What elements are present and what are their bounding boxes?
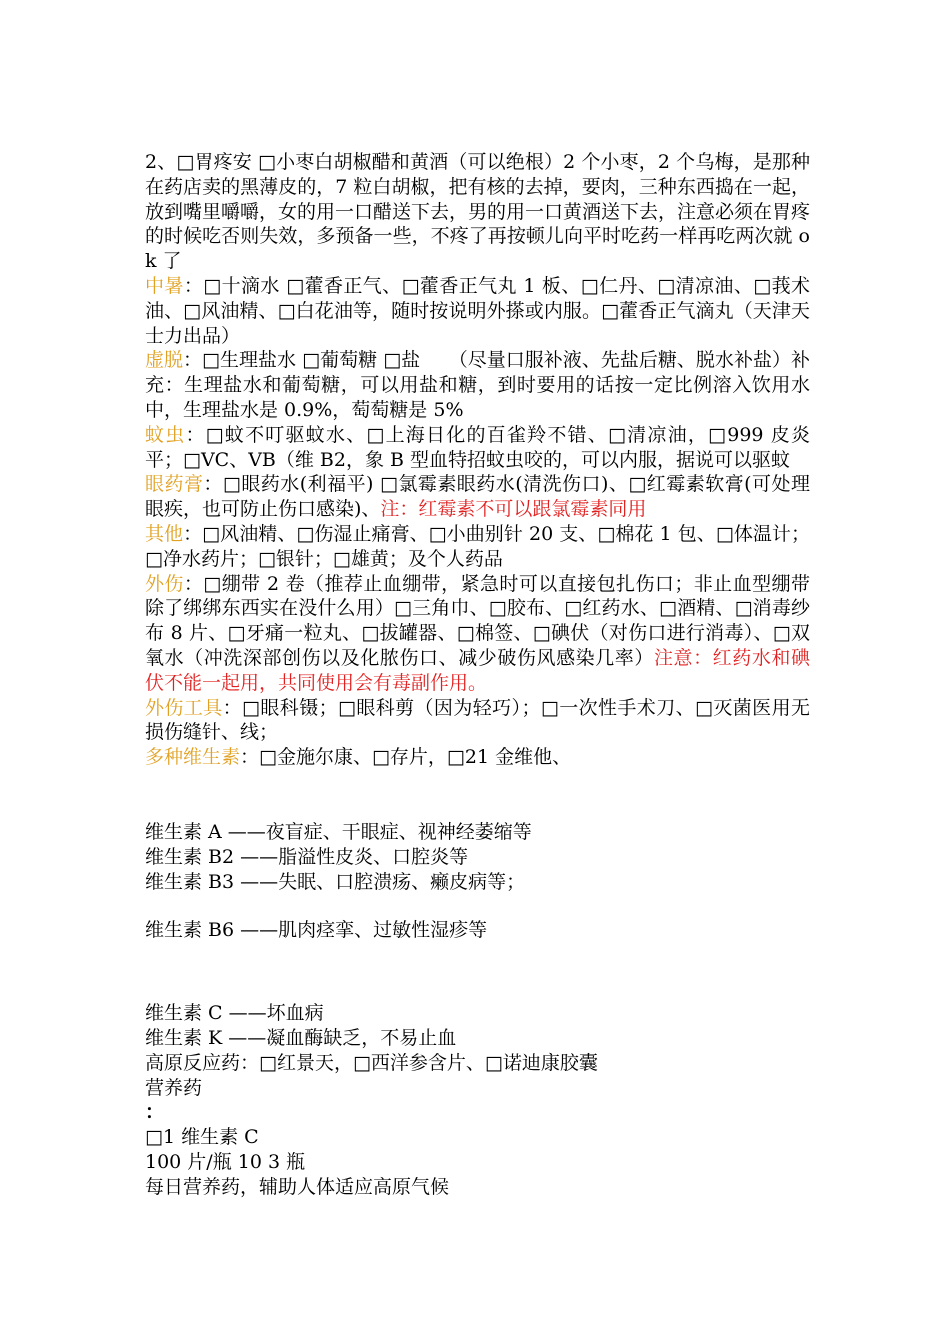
- mosquito-text: ：□蚊不叮驱蚊水、□上海日化的百雀羚不错、□清凉油，□999 皮炎平；□VC、VB（维 B2，象 B 型血特招蚊虫咬的，可以内服，据说可以驱蚊: [145, 423, 810, 471]
- multivitamin-text: ：□金施尔康、□存片，□21 金维他、: [240, 746, 572, 769]
- trauma-text: ：□绷带 2 卷（推荐止血绷带，紧急时可以直接包扎伤口；非止血型绷带除了绑绑东西实在没什么用）□三角巾、□胶布、□红药水、□酒精、□消毒纱布 8 片、□牙痛一粒丸、□拔罐器、□棉签、□碘伏（对伤口进行消毒）、□双氧水（冲洗深部创伤以及化脓伤口、减少破伤风感染几率）: [145, 572, 810, 669]
- collapse-text: ：□生理盐水 □葡萄糖 □盐 （尽量口服补液、先盐后糖、脱水补盐）补充：生理盐水和葡萄糖，可以用盐和糖，到时要用的话按一定比例溶入饮用水中，生理盐水是 0.9%，萄萄糖是 5%: [145, 349, 810, 421]
- mosquito-paragraph: [145, 423, 810, 473]
- mosquito-label: 蚊虫: [145, 423, 186, 446]
- heatstroke-label: 中暑: [145, 274, 184, 297]
- trauma-warning: 注意：红药水和碘伏不能一起用，共同使用会有毒副作用。: [145, 646, 810, 694]
- nutrition-description: 每日营养药，辅助人体适应高原气候: [145, 1175, 450, 1198]
- nutrition-colon: ：: [145, 1101, 165, 1124]
- stomach-remedy-text: 2、□胃疼安 □小枣白胡椒醋和黄酒（可以绝根）2 个小枣，2 个乌梅，是那种在药店卖的黑薄皮的，7 粒白胡椒，把有核的去掉，要肉，三种东西捣在一起，放到嘴里嚼嚼，女的用一口醋送下去，男的用一口黄酒送下去，注意必须在胃疼的时候吃否则失效，多预备一些，不疼了再按顿儿向平时吃药一样再吃两次就 ok 了: [145, 151, 811, 273]
- nutrition-spec: 100 片/瓶 10 3 瓶: [145, 1150, 306, 1173]
- heatstroke-paragraph: [145, 274, 810, 348]
- stomach-remedy-paragraph: [145, 150, 810, 274]
- collapse-label: 虚脱: [145, 349, 184, 372]
- vitamin-b3-line: 维生素 B3 ——失眠、口腔溃疡、癞皮病等；: [145, 870, 526, 893]
- eye-medicine-label: 眼药膏: [145, 473, 204, 496]
- eye-medicine-text: ：□眼药水(利福平) □氯霉素眼药水(清洗伤口)、□红霉素软膏(可处理眼疾，也可防止伤口感染)、: [145, 473, 810, 521]
- trauma-paragraph: [145, 572, 810, 696]
- vitamin-b6-line: 维生素 B6 ——肌肉痉挛、过敏性湿疹等: [145, 919, 488, 942]
- trauma-label: 外伤: [145, 572, 184, 595]
- altitude-medicine-line: 高原反应药：□红景天，□西洋参含片、□诺迪康胶囊: [145, 1051, 598, 1074]
- document-body: [145, 150, 810, 1199]
- vitamin-b2-line: 维生素 B2 ——脂溢性皮炎、口腔炎等: [145, 845, 469, 868]
- trauma-tools-paragraph: [145, 696, 810, 746]
- collapse-paragraph: [145, 348, 810, 422]
- nutrition-title: 营养药: [145, 1076, 203, 1099]
- vitamin-a-line: 维生素 A ——夜盲症、干眼症、视神经萎缩等: [145, 820, 532, 843]
- spacer: [145, 943, 810, 1001]
- spacer: [145, 770, 810, 820]
- multivitamin-paragraph: [145, 745, 810, 770]
- trauma-tools-text: ：□眼科镊；□眼科剪（因为轻巧）；□一次性手术刀、□灭菌医用无损伤缝针、线；: [145, 696, 810, 744]
- nutrition-item: □1 维生素 C: [145, 1126, 259, 1149]
- spacer: [145, 894, 810, 918]
- other-text: ：□风油精、□伤湿止痛膏、□小曲别针 20 支、□棉花 1 包、□体温计；□净水药片；□银针；□雄黄；及个人药品: [145, 522, 810, 570]
- other-label: 其他: [145, 522, 184, 545]
- trauma-tools-label: 外伤工具: [145, 696, 223, 719]
- vitamin-c-line: 维生素 C ——坏血病: [145, 1002, 324, 1025]
- vitamin-k-line: 维生素 K ——凝血酶缺乏，不易止血: [145, 1026, 457, 1049]
- eye-medicine-warning: 注：红霉素不可以跟氯霉素同用: [380, 498, 647, 521]
- heatstroke-text: ：□十滴水 □藿香正气、□藿香正气丸 1 板、□仁丹、□清凉油、□莪术油、□风油精、□白花油等，随时按说明外搽或内服。□藿香正气滴丸（天津天士力出品）: [145, 274, 810, 347]
- multivitamin-label: 多种维生素: [145, 746, 241, 769]
- other-paragraph: [145, 522, 810, 572]
- eye-medicine-paragraph: [145, 472, 810, 522]
